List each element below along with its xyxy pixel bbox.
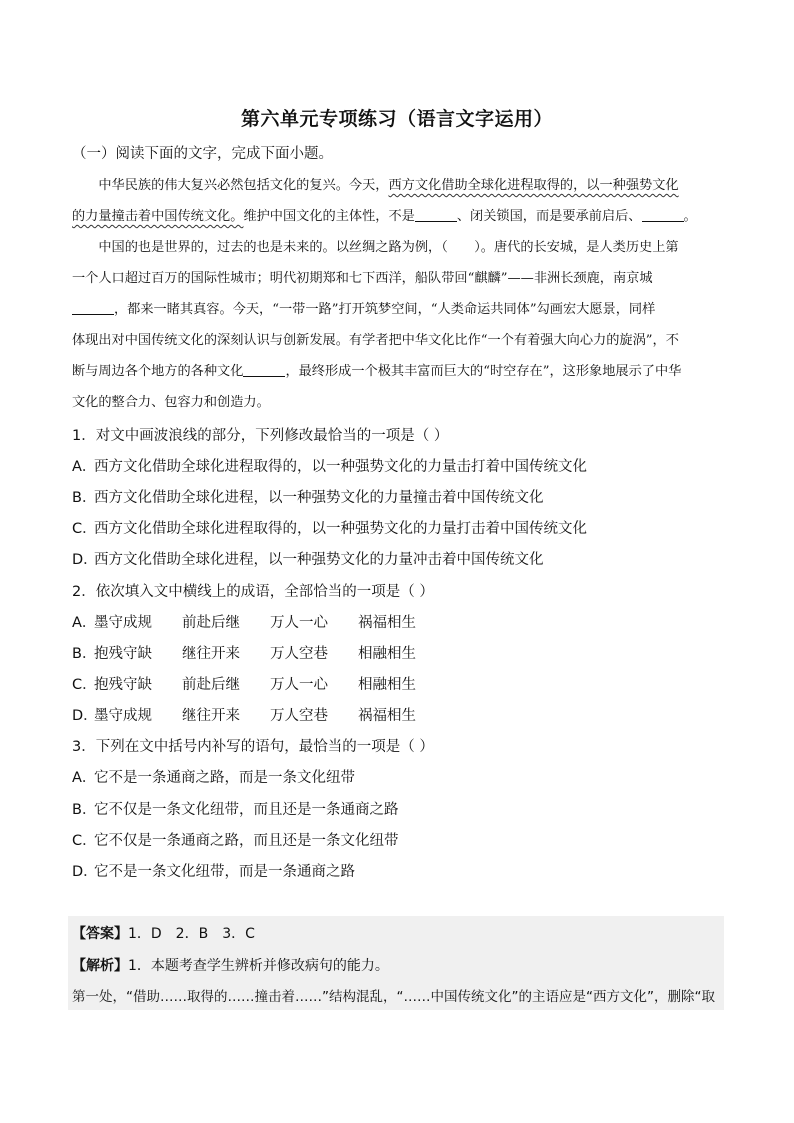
question-3-option-c[interactable]	[72, 831, 399, 851]
option-text: 它不是一条通商之路，而是一条文化纽带	[94, 770, 355, 786]
question-3-option-b[interactable]	[72, 800, 399, 820]
passage-line	[72, 356, 724, 387]
option-label: D．	[72, 552, 98, 568]
passage-text: ，最终形成一个极其丰富而巨大的“时空存在”，这形象地展示了中华	[285, 364, 682, 379]
option-text: 西方文化借助全球化进程，以一种强势文化的力量撞击着中国传统文化	[94, 490, 544, 506]
option-text: 西方文化借助全球化进程取得的，以一种强势文化的力量击打着中国传统文化	[94, 459, 587, 475]
idiom: 抱残守缺	[94, 646, 152, 662]
idiom: 墨守成规	[94, 708, 152, 724]
question-2-option-a[interactable]	[72, 613, 446, 633]
option-label: B．	[72, 646, 97, 662]
question-2-option-d[interactable]	[72, 706, 446, 726]
passage-text: 断与周边各个地方的各种文化	[72, 364, 244, 379]
option-label: B．	[72, 490, 97, 506]
idiom: 前赴后继	[182, 615, 240, 631]
idiom: 祸福相生	[358, 615, 416, 631]
question-1-option-b[interactable]	[72, 488, 544, 508]
idiom: 前赴后继	[182, 677, 240, 693]
question-3-stem: 3．下列在文中括号内补写的语句，最恰当的一项是（ ）	[72, 739, 434, 755]
option-label: A．	[72, 770, 97, 786]
passage-line: 体现出对中国传统文化的深刻认识与创新发展。有学者把中华文化比作“一个有着强大向心力的旋涡”，不	[72, 333, 679, 348]
passage-text: 维护中国文化的主体性，不是	[243, 209, 415, 224]
passage-line	[72, 232, 724, 263]
option-label: B．	[72, 802, 97, 818]
passage-text: ，都来一睹其真容。今天，“一带一路”打开筑梦空间，“人类命运共同体”勾画宏大愿景，同样	[114, 302, 656, 317]
option-text: 它不仅是一条通商之路，而且还是一条文化纽带	[94, 833, 399, 849]
fill-blank	[72, 300, 114, 315]
idiom: 墨守成规	[94, 615, 152, 631]
answer-text: 1．D 2．B 3．C	[128, 926, 255, 942]
answer-line	[72, 924, 255, 944]
idiom: 万人一心	[270, 677, 328, 693]
idiom: 相融相生	[358, 677, 416, 693]
fill-blank	[642, 207, 684, 222]
analysis-detail: 第一处，“借助……取得的……撞击着……”结构混乱，“……中国传统文化”的主语应是“西方文化”，删除“取	[72, 989, 715, 1005]
analysis-line	[72, 956, 389, 976]
option-label: C．	[72, 521, 97, 537]
question-1-option-d[interactable]	[72, 550, 544, 570]
analysis-label: 【解析】	[72, 958, 128, 974]
page-title: 第六单元专项练习（语言文字运用）	[240, 108, 553, 130]
option-label: C．	[72, 833, 97, 849]
option-label: A．	[72, 459, 97, 475]
question-3-option-a[interactable]	[72, 768, 355, 788]
question-1-option-c[interactable]	[72, 519, 587, 539]
wavy-underlined-text: 西方文化借助全球化进程取得的，以一种强势文化	[388, 178, 679, 193]
answer-label: 【答案】	[72, 926, 128, 942]
option-label: D．	[72, 864, 98, 880]
fill-blank	[415, 207, 457, 222]
passage-line	[72, 170, 724, 201]
passage-paragraph-2	[72, 232, 724, 418]
option-text: 它不仅是一条文化纽带，而且还是一条通商之路	[94, 802, 399, 818]
idiom: 继往开来	[182, 708, 240, 724]
analysis-text: 1．本题考查学生辨析并修改病句的能力。	[128, 958, 389, 974]
passage-text: 中华民族的伟大复兴必然包括文化的复兴。今天，	[98, 178, 389, 193]
idiom: 万人空巷	[270, 708, 328, 724]
option-text: 它不是一条文化纽带，而是一条通商之路	[94, 864, 355, 880]
wavy-underlined-text: 的力量撞击着中国传统文化。	[72, 209, 244, 224]
idiom: 相融相生	[358, 646, 416, 662]
question-1-option-a[interactable]	[72, 457, 587, 477]
option-text: 西方文化借助全球化进程取得的，以一种强势文化的力量打击着中国传统文化	[94, 521, 587, 537]
question-2-option-c[interactable]	[72, 675, 446, 695]
passage-text: 中国的也是世界的，过去的也是未来的。以丝绸之路为例，（ ）。唐代的长安城，是人类历史上第	[98, 240, 679, 255]
idiom: 万人空巷	[270, 646, 328, 662]
fill-blank	[243, 362, 285, 377]
idiom: 继往开来	[182, 646, 240, 662]
passage-line	[72, 294, 724, 325]
passage-text: 、闭关锁国，而是要承前启后、	[456, 209, 642, 224]
option-label: C．	[72, 677, 97, 693]
passage-text: 。	[683, 209, 697, 224]
idiom: 抱残守缺	[94, 677, 152, 693]
passage-line: 一个人口超过百万的国际性城市；明代初期郑和七下西洋，船队带回“麒麟”——非洲长颈鹿，南京城	[72, 271, 653, 286]
question-1-stem: 1．对文中画波浪线的部分，下列修改最恰当的一项是（ ）	[72, 428, 449, 444]
passage-paragraph-1	[72, 170, 724, 232]
question-3-option-d[interactable]	[72, 862, 355, 882]
option-label: D．	[72, 708, 98, 724]
passage-line: 文化的整合力、包容力和创造力。	[72, 395, 270, 410]
idiom: 万人一心	[270, 615, 328, 631]
passage-line	[72, 201, 724, 232]
section-heading: （一）阅读下面的文字，完成下面小题。	[72, 146, 333, 162]
option-label: A．	[72, 615, 97, 631]
question-2-stem: 2．依次填入文中横线上的成语，全部恰当的一项是（ ）	[72, 584, 434, 600]
option-text: 西方文化借助全球化进程，以一种强势文化的力量冲击着中国传统文化	[94, 552, 544, 568]
idiom: 祸福相生	[358, 708, 416, 724]
question-2-option-b[interactable]	[72, 644, 446, 664]
